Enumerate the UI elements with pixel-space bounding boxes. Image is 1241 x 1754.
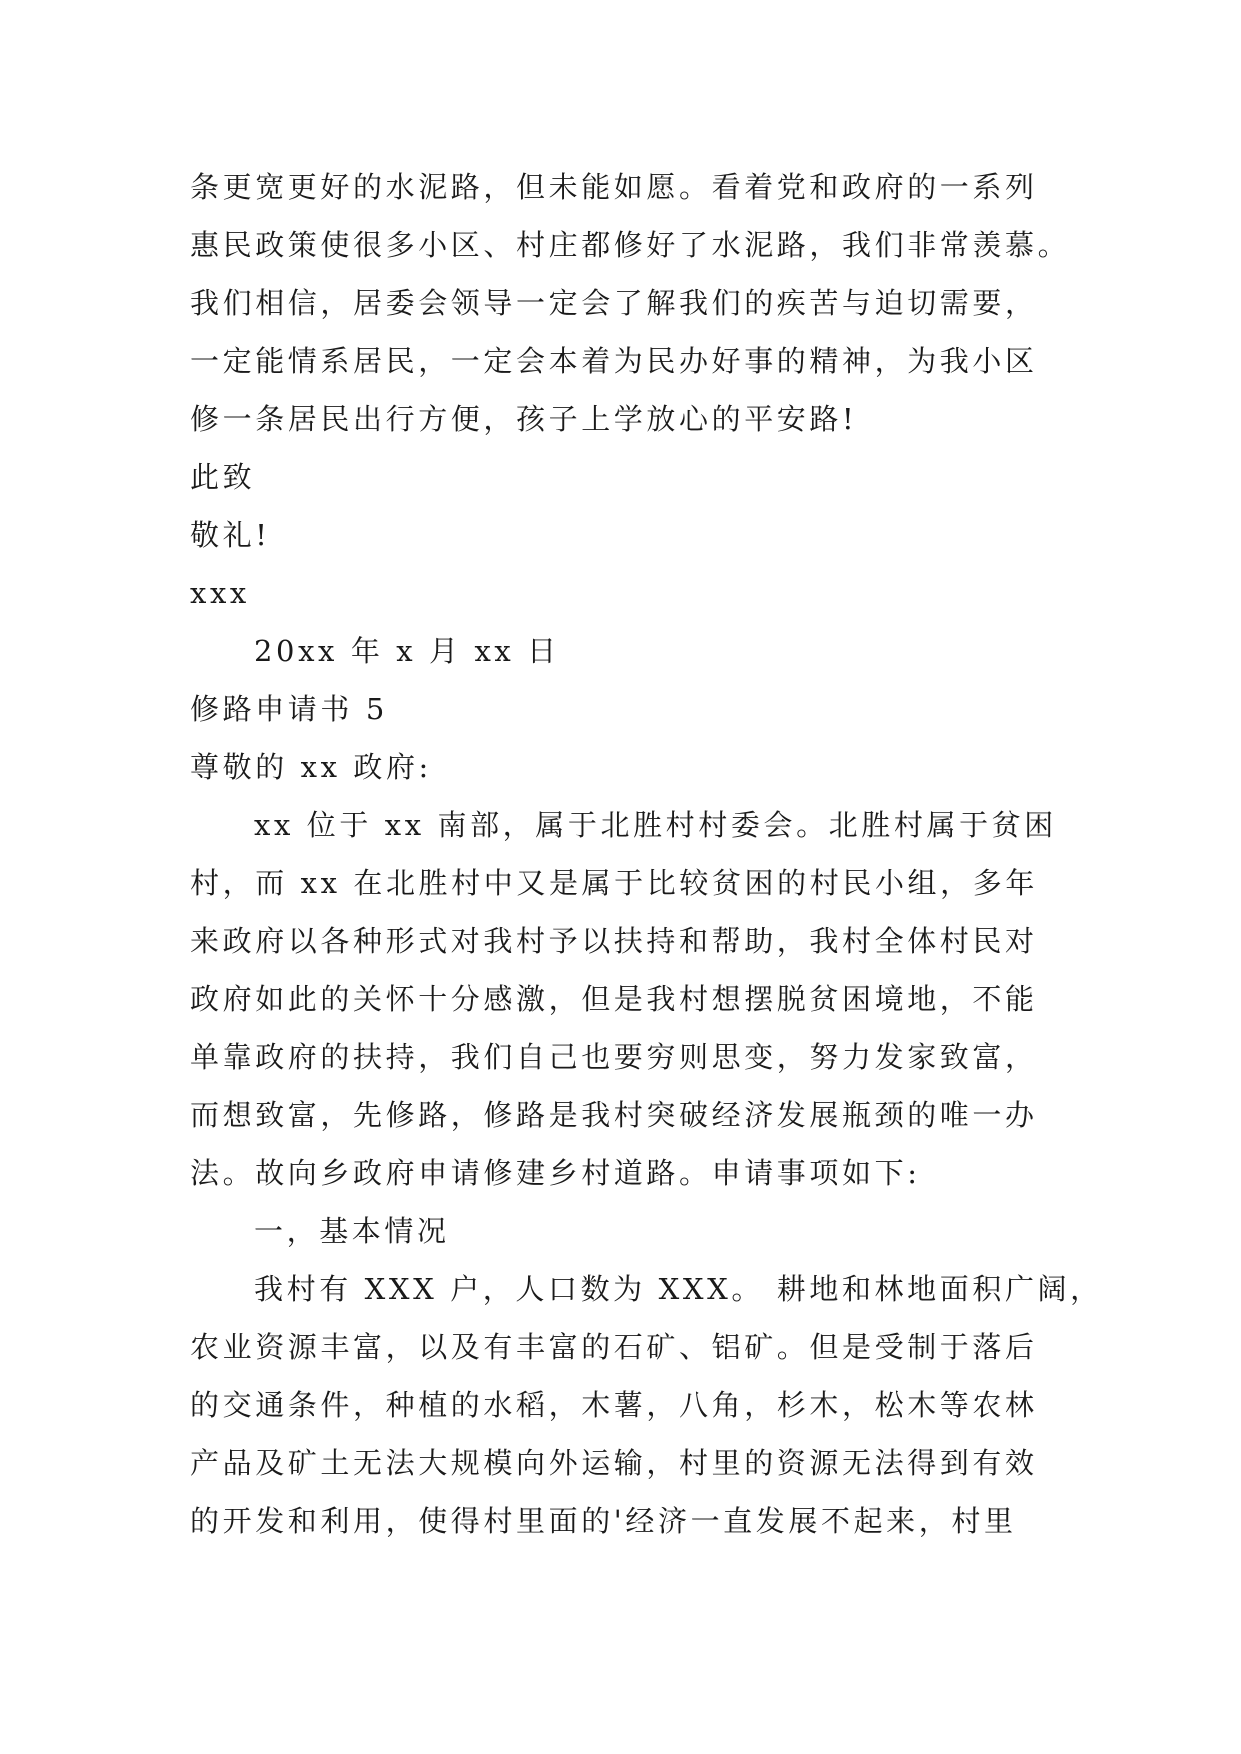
body-line-2: 惠民政策使很多小区、村庄都修好了水泥路，我们非常羡慕。 — [190, 228, 1071, 262]
body-line-6: xx 位于 xx 南部，属于北胜村村委会。北胜村属于贫困 — [254, 808, 1057, 842]
body-line-10: 单靠政府的扶持，我们自己也要穷则思变，努力发家致富， — [190, 1040, 1038, 1074]
letter-body — [190, 158, 1103, 1550]
subsection-heading: 一，基本情况 — [254, 1214, 450, 1248]
body-line-14: 农业资源丰富，以及有丰富的石矿、铝矿。但是受制于落后 — [190, 1330, 1038, 1364]
body-line-5: 修一条居民出行方便，孩子上学放心的平安路! — [190, 402, 858, 436]
body-line-9: 政府如此的关怀十分感激，但是我村想摆脱贫困境地，不能 — [190, 982, 1038, 1016]
closing-regards: 敬礼! — [190, 518, 271, 552]
body-line-8: 来政府以各种形式对我村予以扶持和帮助，我村全体村民对 — [190, 924, 1038, 958]
signature-name: xxx — [190, 576, 250, 610]
body-line-12: 法。故向乡政府申请修建乡村道路。申请事项如下: — [190, 1156, 921, 1190]
signature-date: 20xx 年 x 月 xx 日 — [254, 634, 560, 668]
body-line-4: 一定能情系居民，一定会本着为民办好事的精神，为我小区 — [190, 344, 1038, 378]
section-title: 修路申请书 5 — [190, 692, 388, 726]
body-line-3: 我们相信，居委会领导一定会了解我们的疾苦与迫切需要， — [190, 286, 1038, 320]
body-line-15: 的交通条件，种植的水稻，木薯，八角，杉木，松木等农林 — [190, 1388, 1038, 1422]
body-line-11: 而想致富，先修路，修路是我村突破经济发展瓶颈的唯一办 — [190, 1098, 1038, 1132]
body-line-17: 的开发和利用，使得村里面的'经济一直发展不起来，村里 — [190, 1504, 1017, 1538]
closing-salutation: 此致 — [190, 460, 256, 494]
body-line-13: 我村有 XXX 户，人口数为 XXX。 耕地和林地面积广阔， — [254, 1272, 1103, 1306]
body-line-7: 村，而 xx 在北胜村中又是属于比较贫困的村民小组，多年 — [190, 866, 1038, 900]
body-line-16: 产品及矿土无法大规模向外运输，村里的资源无法得到有效 — [190, 1446, 1038, 1480]
body-line-1: 条更宽更好的水泥路，但未能如愿。看着党和政府的一系列 — [190, 170, 1038, 204]
greeting-line: 尊敬的 xx 政府: — [190, 750, 432, 784]
